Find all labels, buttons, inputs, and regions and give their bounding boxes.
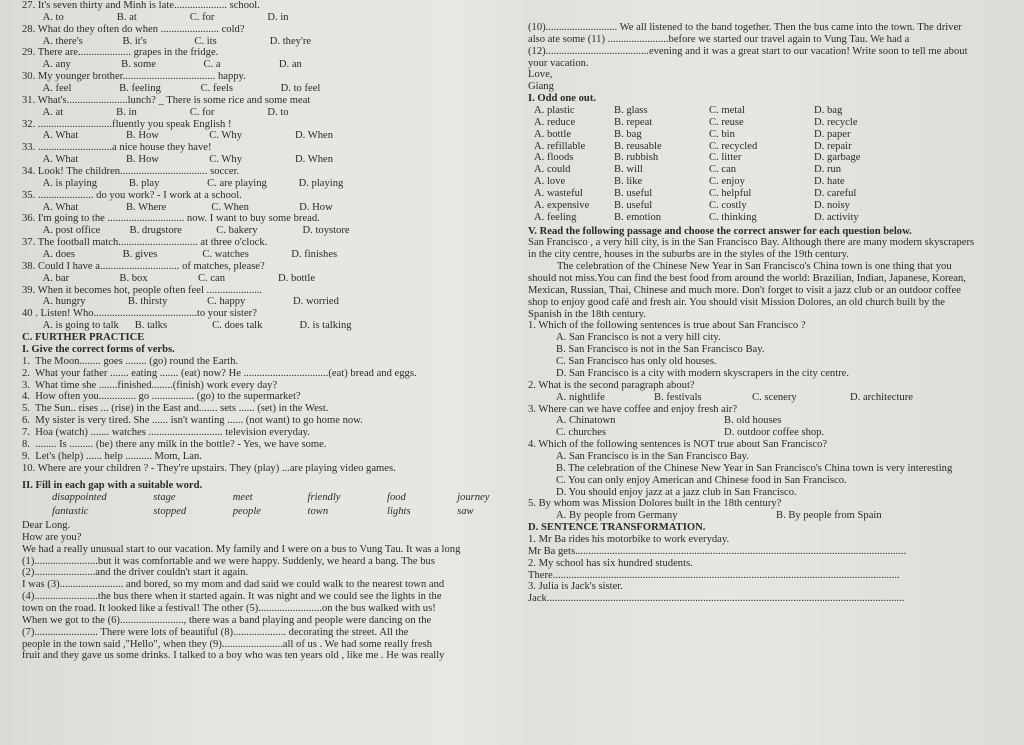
transform-line: 1. Mr Ba rides his motorbike to work everyday. bbox=[528, 533, 730, 545]
reading-title: V. Read the following passage and choose the correct answer for each question below. bbox=[528, 225, 912, 237]
question-4: 4. Which of the following sentences is NOT true about San Francisco? bbox=[528, 439, 828, 451]
answer-option: C. San Francisco has only old houses. bbox=[556, 356, 717, 368]
odd-option: B. repeat bbox=[614, 116, 653, 128]
question-line: 31. What's.......................lunch? _ There is some rice and some meat bbox=[22, 94, 311, 106]
odd-option: C. helpful bbox=[709, 188, 752, 200]
transform-line: 2. My school has six hundred students. bbox=[528, 557, 693, 569]
question-line: A. hungry B. thirsty C. happy D. worried bbox=[22, 296, 339, 308]
letter-text bbox=[22, 520, 508, 662]
word-box-item: food bbox=[387, 492, 406, 504]
question-line: A. bar B. box C. can D. bottle bbox=[22, 272, 316, 284]
word-box bbox=[22, 492, 508, 518]
question-line: 40 . Listen! Who.......................................to your sister? bbox=[22, 308, 257, 320]
question-line: A. What B. How C. Why D. When bbox=[22, 154, 334, 166]
odd-row bbox=[528, 188, 996, 200]
odd-option: B. rubbish bbox=[614, 152, 659, 164]
verb-item: 5. The Sun.. rises ... (rise) in the East and....... sets ...... (set) in the West. bbox=[22, 403, 329, 415]
section-fill-gap: II. Fill in each gap with a suitable word. bbox=[22, 480, 203, 492]
answer-option: B. old houses bbox=[724, 415, 782, 427]
letter-line: (1)........................but it was comfortable and we were happy. Suddenly, we heard a bang. The bus bbox=[22, 555, 435, 567]
odd-option: C. costly bbox=[709, 199, 747, 211]
option-row bbox=[528, 427, 996, 439]
question-line: A. to B. at C. for D. in bbox=[22, 11, 289, 23]
section-verb-forms: I. Give the correct forms of verbs. bbox=[22, 343, 175, 355]
question-1-options bbox=[528, 332, 996, 379]
odd-option: D. paper bbox=[814, 128, 851, 140]
odd-option: C. litter bbox=[709, 152, 742, 164]
odd-option: A. plastic bbox=[534, 105, 575, 117]
odd-option: D. run bbox=[814, 164, 842, 176]
verb-item: 8. ........ Is ......... (be) there any milk in the bottle? - Yes, we have some. bbox=[22, 438, 327, 450]
odd-option: D. activity bbox=[814, 211, 859, 223]
option-row bbox=[528, 415, 996, 427]
odd-option: A. love bbox=[534, 176, 566, 188]
question-line: 37. The football match.............................. at three o'clock. bbox=[22, 237, 268, 249]
verb-item: 4. How often you.............. go ................ (go) to the supermarket? bbox=[22, 391, 301, 403]
answer-option: D. outdoor coffee shop. bbox=[724, 427, 825, 439]
verb-exercise bbox=[22, 356, 508, 475]
answer-option: D. architecture bbox=[850, 391, 913, 403]
odd-option: C. reuse bbox=[709, 116, 744, 128]
odd-option: A. feeling bbox=[534, 211, 577, 223]
odd-option: B. useful bbox=[614, 188, 653, 200]
question-3: 3. Where can we have coffee and enjoy fresh air? bbox=[528, 403, 738, 415]
odd-option: D. hate bbox=[814, 176, 845, 188]
question-line: A. is playing B. play C. are playing D. playing bbox=[22, 177, 344, 189]
word-box-item: stopped bbox=[153, 506, 187, 518]
letter-line: town on the road. It looked like a festival! The other (5)........................on the bus walked with us! bbox=[22, 602, 436, 614]
question-line: A. What B. How C. Why D. When bbox=[22, 130, 334, 142]
odd-row bbox=[528, 152, 996, 164]
question-line: A. post office B. drugstore C. bakery D. toystore bbox=[22, 225, 350, 237]
transform-title: D. SENTENCE TRANSFORMATION. bbox=[528, 522, 706, 534]
letter-line: your vacation. bbox=[528, 57, 589, 69]
word-box-item: town bbox=[307, 506, 329, 518]
letter-line: Giang bbox=[528, 81, 554, 93]
question-line: 32. ............................fluently you speak English ! bbox=[22, 118, 232, 130]
transform-line: Mr Ba gets............................................................................................................................. bbox=[528, 545, 907, 557]
question-line: 38. Could I have a.............................. of matches, please? bbox=[22, 260, 265, 272]
transform-line: There................................................................................................................................... bbox=[528, 569, 900, 581]
letter-line: (4)........................the bus there when it started again. It was night and we could see the lights in the bbox=[22, 591, 442, 603]
odd-option: C. recycled bbox=[709, 140, 758, 152]
verb-item: 10. Where are your children ? - They're upstairs. They (play) ...are playing video games. bbox=[22, 462, 396, 474]
odd-row bbox=[528, 117, 996, 129]
passage-line: in the city centre, houses in the suburbs are in the styles of the 19th century. bbox=[528, 249, 849, 261]
question-line: 27. It's seven thirty and Minh is late.................... school. bbox=[22, 0, 260, 11]
odd-option: A. floods bbox=[534, 152, 574, 164]
odd-option: A. wasteful bbox=[534, 188, 583, 200]
answer-option: B. festivals bbox=[654, 391, 702, 403]
answer-option: A. nightlife bbox=[556, 391, 605, 403]
question-2-options bbox=[528, 392, 996, 404]
odd-row bbox=[528, 141, 996, 153]
odd-one-out-title: I. Odd one out. bbox=[528, 93, 596, 105]
letter-line: We had a really unusual start to our vacation. My family and I were on a bus to Vung Tau. It was a long bbox=[22, 543, 461, 555]
answer-option: C. churches bbox=[556, 427, 607, 439]
reading-passage bbox=[528, 237, 996, 320]
odd-option: A. refillable bbox=[534, 140, 586, 152]
transform-line: Jack....................................................................................................................................... bbox=[528, 593, 905, 605]
question-line: 39. When it becomes hot, people often feel ..................... bbox=[22, 284, 263, 296]
odd-option: B. reusable bbox=[614, 140, 662, 152]
passage-line: The celebration of the Chinese New Year in San Francisco's China town is one thing that you bbox=[528, 261, 952, 273]
passage-line: Spanish in the 18th century. bbox=[528, 308, 646, 320]
question-2: 2. What is the second paragraph about? bbox=[528, 379, 695, 391]
odd-option: D. careful bbox=[814, 188, 857, 200]
letter-line: also ate some (11) .......................before we started our travel again to Vung Tau. We had a bbox=[528, 33, 910, 45]
word-box-item: lights bbox=[387, 506, 411, 518]
question-1: 1. Which of the following sentences is true about San Francisco ? bbox=[528, 320, 806, 332]
question-3-options bbox=[528, 415, 996, 439]
odd-option: C. enjoy bbox=[709, 176, 745, 188]
multiple-choice-section bbox=[22, 0, 508, 332]
odd-row bbox=[528, 105, 996, 117]
odd-option: C. can bbox=[709, 164, 737, 176]
odd-option: D. noisy bbox=[814, 199, 850, 211]
answer-option: C. scenery bbox=[752, 391, 797, 403]
question-line: 30. My younger brother................................... happy. bbox=[22, 71, 246, 83]
answer-option: B. The celebration of the Chinese New Year in San Francisco's China town is very interesting bbox=[556, 462, 953, 474]
answer-option: D. San Francisco is a city with modern skyscrapers in the city centre. bbox=[556, 367, 850, 379]
question-line: A. does B. gives C. watches D. finishes bbox=[22, 249, 338, 261]
question-line: A. is going to talk B. talks C. does talk D. is talking bbox=[22, 320, 352, 332]
letter-line: (10)........................... We all listened to the band together. Then the bus came into the town. The driver bbox=[528, 22, 962, 33]
odd-option: A. expensive bbox=[534, 199, 590, 211]
letter-line: Dear Long. bbox=[22, 519, 71, 531]
word-box-item: friendly bbox=[307, 492, 341, 504]
question-4-options bbox=[528, 451, 996, 498]
question-line: 34. Look! The children................................. soccer. bbox=[22, 166, 240, 178]
odd-option: B. bag bbox=[614, 128, 642, 140]
answer-option: D. You should enjoy jazz at a jazz club in San Francisco. bbox=[556, 486, 797, 498]
letter-ending bbox=[528, 22, 996, 93]
verb-item: 7. Hoa (watch) ....... watches ............................ television everyday. bbox=[22, 426, 310, 438]
letter-line: (7)........................ There were lots of beautiful (8).................... decorating the street. All the bbox=[22, 626, 409, 638]
right-column bbox=[528, 0, 996, 605]
passage-line: San Francisco , a very hill city, is in the San Francisco Bay. Although there are many modern skyscrapers bbox=[528, 237, 975, 249]
word-box-item: people bbox=[232, 506, 261, 518]
option-row bbox=[528, 510, 996, 522]
transform-section bbox=[528, 534, 996, 605]
odd-option: B. useful bbox=[614, 199, 653, 211]
odd-option: B. will bbox=[614, 164, 643, 176]
odd-option: C. bin bbox=[709, 128, 735, 140]
odd-one-out-table bbox=[528, 105, 996, 224]
passage-line: Mexican, Russian, Thai, Chinese and much more. Don't forget to visit a jazz club or an outdoor coffee bbox=[528, 284, 961, 296]
odd-option: A. reduce bbox=[534, 116, 576, 128]
odd-row bbox=[528, 129, 996, 141]
word-box-item: fantastic bbox=[52, 506, 89, 518]
odd-option: B. like bbox=[614, 176, 643, 188]
question-5: 5. By whom was Mission Dolores built in the 18th century? bbox=[528, 498, 782, 510]
question-line: A. feel B. feeling C. feels D. to feel bbox=[22, 83, 321, 95]
odd-row bbox=[528, 212, 996, 224]
left-column bbox=[22, 0, 508, 662]
question-line: A. any B. some C. a D. an bbox=[22, 59, 302, 71]
section-further-practice: C. FURTHER PRACTICE bbox=[22, 332, 145, 344]
odd-option: D. garbage bbox=[814, 152, 861, 164]
passage-line: shop to enjoy good café and fresh air. You should visit Mission Dolores, an old church built by the bbox=[528, 296, 945, 308]
verb-item: 3. What time she .......finished........(finish) work every day? bbox=[22, 379, 278, 391]
question-line: 28. What do they often do when ...................... cold? bbox=[22, 23, 245, 35]
letter-line: I was (3)........................ and bored, so my mom and dad said we could walk to the nearest town and bbox=[22, 579, 445, 591]
verb-item: 2. What your father ....... eating ....... (eat) now? He ................................(eat) bread and eggs. bbox=[22, 367, 417, 379]
answer-option: C. You can only enjoy American and Chinese food in San Francisco. bbox=[556, 474, 847, 486]
letter-line: (12).......................................evening and it was a great start to our vacation! Write soon to tell me about bbox=[528, 45, 968, 57]
question-line: 35. ..................... do you work? - I work at a school. bbox=[22, 189, 242, 201]
letter-line: people in the town said ,"Hello", when they (9).......................all of us . We had some really fresh bbox=[22, 638, 433, 650]
letter-line: Love, bbox=[528, 69, 553, 81]
odd-option: B. emotion bbox=[614, 211, 662, 223]
odd-option: D. bag bbox=[814, 105, 843, 117]
verb-item: 1. The Moon........ goes ........ (go) round the Earth. bbox=[22, 355, 239, 367]
odd-row bbox=[528, 164, 996, 176]
odd-option: C. thinking bbox=[709, 211, 757, 223]
answer-option: A. Chinatown bbox=[556, 415, 616, 427]
odd-option: B. glass bbox=[614, 105, 648, 117]
answer-option: A. By people from Germany bbox=[556, 510, 678, 522]
verb-item: 9. Let's (help) ...... help .......... Mom, Lan. bbox=[22, 450, 202, 462]
passage-line: should not miss.You can find the best food from around the world: Brazilian, Indian, Japanese, Korean, bbox=[528, 273, 966, 285]
letter-line: When we got to the (6)........................, there was a band playing and people were dancing on the bbox=[22, 614, 432, 626]
letter-line: fruit and they gave us some drinks. I talked to a boy who was ten years old , like me . He was really bbox=[22, 650, 445, 662]
odd-option: D. repair bbox=[814, 140, 852, 152]
answer-option: A. San Francisco is in the San Francisco Bay. bbox=[556, 450, 749, 462]
odd-option: A. bottle bbox=[534, 128, 572, 140]
odd-option: C. metal bbox=[709, 105, 745, 117]
odd-row bbox=[528, 200, 996, 212]
letter-line: How are you? bbox=[22, 531, 82, 543]
word-box-item: disappointed bbox=[52, 492, 107, 504]
transform-line: 3. Julia is Jack's sister. bbox=[528, 581, 623, 593]
verb-item: 6. My sister is very tired. She ...... isn't wanting ...... (not want) to go home now. bbox=[22, 415, 363, 427]
question-line: 33. ............................a nice house they have! bbox=[22, 142, 212, 154]
answer-option: B. By people from Spain bbox=[776, 510, 882, 522]
word-box-item: journey bbox=[457, 492, 490, 504]
question-5-options bbox=[528, 510, 996, 522]
letter-line: (2).......................and the driver couldn't start it again. bbox=[22, 567, 249, 579]
odd-row bbox=[528, 176, 996, 188]
word-box-item: saw bbox=[457, 506, 474, 518]
question-line: 29. There are.................... grapes in the fridge. bbox=[22, 47, 219, 59]
odd-option: D. recycle bbox=[814, 116, 858, 128]
word-box-item: stage bbox=[153, 492, 176, 504]
answer-option: B. San Francisco is not in the San Francisco Bay. bbox=[556, 344, 765, 356]
question-line: 36. I'm going to the ............................. now. I want to buy some bread. bbox=[22, 213, 320, 225]
question-line: A. What B. Where C. When D. How bbox=[22, 201, 333, 213]
odd-option: A. could bbox=[534, 164, 571, 176]
question-line: A. there's B. it's C. its D. they're bbox=[22, 35, 312, 47]
question-line: A. at B. in C. for D. to bbox=[22, 106, 289, 118]
word-box-item: meet bbox=[232, 492, 253, 504]
answer-option: A. San Francisco is not a very hill city. bbox=[556, 332, 721, 344]
